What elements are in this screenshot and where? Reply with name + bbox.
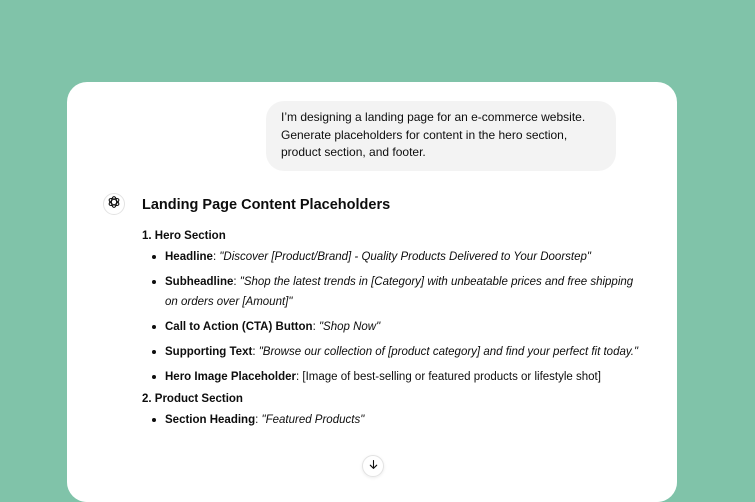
- user-message-text: I’m designing a landing page for an e-commerce website. Generate placeholders for content in the hero section, product section, and footer.: [281, 110, 586, 159]
- assistant-response: [142, 195, 647, 435]
- item-key: Subheadline: [165, 276, 234, 288]
- item-separator: :: [233, 276, 240, 288]
- list-item: [165, 272, 647, 312]
- item-value: [Image of best-selling or featured products or lifestyle shot]: [302, 371, 601, 383]
- item-value: "Browse our collection of [product category] and find your perfect fit today.": [258, 346, 639, 358]
- section-heading-product: 2. Product Section: [142, 393, 243, 405]
- arrow-down-icon: [368, 457, 379, 475]
- chat-card: [67, 82, 677, 502]
- list-item: [165, 342, 647, 362]
- list-item: [165, 247, 647, 267]
- item-key: Call to Action (CTA) Button: [165, 321, 313, 333]
- item-separator: :: [212, 251, 220, 263]
- item-separator: :: [255, 414, 262, 426]
- item-value: "Featured Products": [261, 414, 365, 426]
- list-item: [165, 367, 647, 387]
- response-title: Landing Page Content Placeholders: [142, 197, 391, 213]
- scroll-down-button[interactable]: [362, 455, 384, 477]
- item-separator: :: [252, 346, 259, 358]
- product-section-list: [142, 410, 647, 430]
- item-value: "Discover [Product/Brand] - Quality Products Delivered to Your Doorstep": [219, 251, 591, 263]
- item-key: Headline: [165, 251, 213, 263]
- item-value: "Shop Now": [318, 321, 381, 333]
- item-separator: :: [312, 321, 319, 333]
- assistant-avatar: [103, 193, 125, 215]
- hero-section-list: [142, 247, 647, 387]
- section-heading-hero: 1. Hero Section: [142, 230, 226, 242]
- item-key: Section Heading: [165, 414, 256, 426]
- user-message-bubble: [266, 101, 616, 171]
- item-key: Supporting Text: [165, 346, 253, 358]
- item-key: Hero Image Placeholder: [165, 371, 297, 383]
- item-value: "Shop the latest trends in [Category] with unbeatable prices and free shipping on orders over [Amount]": [165, 276, 634, 308]
- list-item: [165, 410, 647, 430]
- item-separator: :: [296, 371, 303, 383]
- openai-logo-icon: [107, 195, 121, 214]
- list-item: [165, 317, 647, 337]
